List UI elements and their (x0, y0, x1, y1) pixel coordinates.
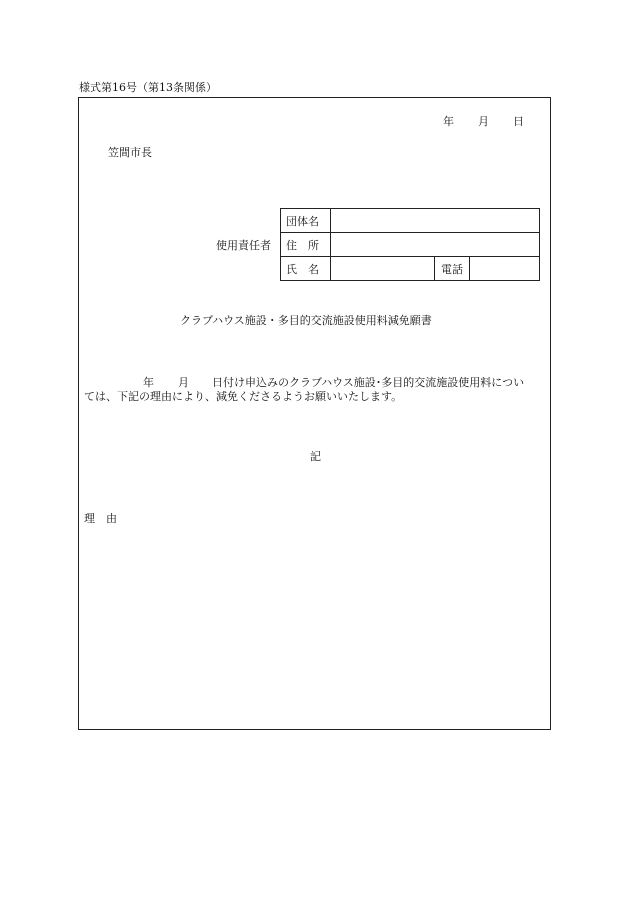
form-frame (78, 97, 551, 730)
responsible-person-label: 使用責任者 (216, 239, 271, 252)
form-number: 様式第16号（第13条関係） (79, 81, 217, 94)
body-year-label: 年 (143, 376, 154, 389)
ki-heading: 記 (310, 450, 321, 463)
group-name-row (281, 209, 540, 233)
group-name-field[interactable] (331, 209, 540, 233)
addressee: 笠間市長 (108, 146, 152, 159)
name-field[interactable] (331, 257, 435, 281)
phone-field[interactable] (470, 257, 540, 281)
document-title: クラブハウス施設・多目的交流施設使用料減免願書 (180, 314, 432, 327)
phone-label: 電話 (435, 257, 470, 281)
reason-label: 理 由 (84, 512, 117, 525)
body-line-1: 日付け申込みのクラブハウス施設･多目的交流施設使用料につい (212, 376, 525, 389)
address-field[interactable] (331, 233, 540, 257)
group-name-label: 団体名 (281, 209, 331, 233)
date-month-label: 月 (478, 115, 489, 128)
body-month-label: 月 (178, 376, 189, 389)
name-row (281, 257, 540, 281)
date-day-label: 日 (513, 115, 524, 128)
body-line-2: ては、下記の理由により、減免くださるようお願いいたします。 (84, 390, 403, 403)
applicant-table (280, 208, 540, 281)
address-row (281, 233, 540, 257)
address-label: 住 所 (281, 233, 331, 257)
date-year-label: 年 (443, 115, 454, 128)
name-label: 氏 名 (281, 257, 331, 281)
